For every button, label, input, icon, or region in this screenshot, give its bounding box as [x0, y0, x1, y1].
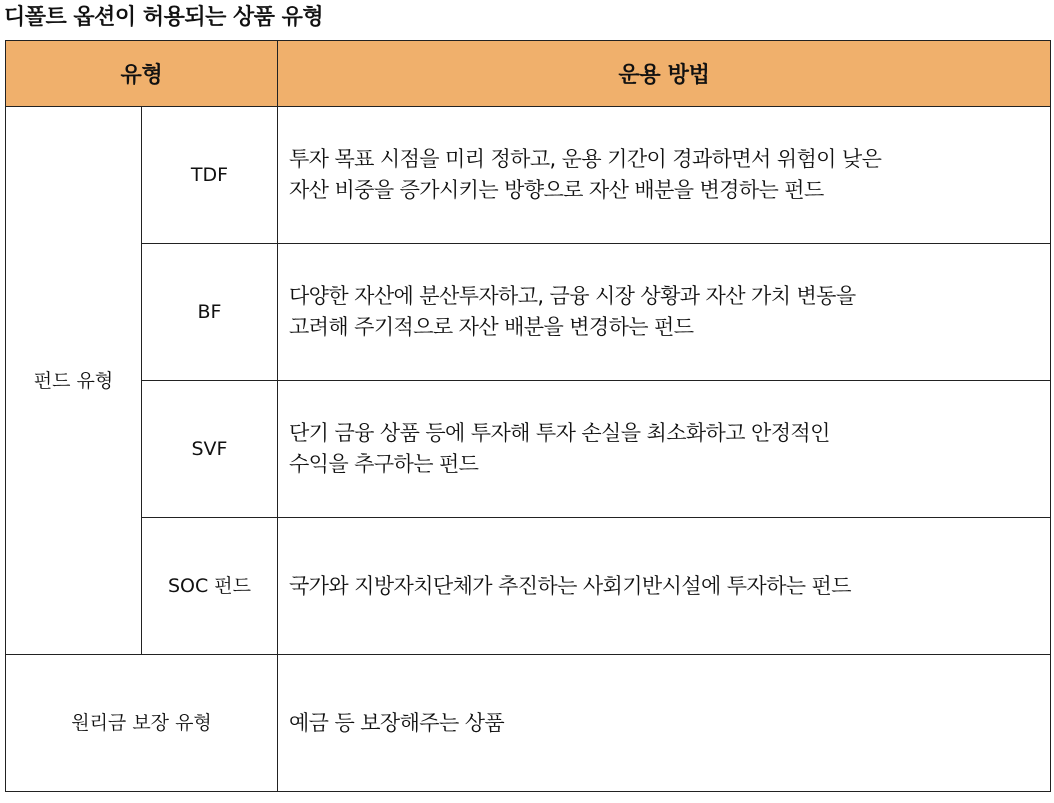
page-title: 디폴트 옵션이 허용되는 상품 유형	[4, 5, 324, 30]
description-line: 국가와 지방자치단체가 추진하는 사회기반시설에 투자하는 펀드	[289, 573, 851, 598]
fund-name-cell: BF	[142, 244, 278, 381]
table-row	[6, 518, 1051, 655]
guarantee-type-category: 원리금 보장 유형	[6, 655, 278, 792]
fund-description-cell	[278, 244, 1051, 381]
description-line: 수익을 추구하는 펀드	[289, 452, 479, 476]
header-method: 운용 방법	[278, 41, 1051, 107]
header-type: 유형	[6, 41, 278, 107]
fund-name-cell: TDF	[142, 107, 278, 244]
fund-type-category: 펀드 유형	[6, 107, 142, 655]
description-line: 다양한 자산에 분산투자하고, 금융 시장 상황과 자산 가치 변동을	[289, 284, 856, 308]
fund-description-cell	[278, 518, 1051, 655]
table-row	[6, 107, 1051, 244]
description-line: 투자 목표 시점을 미리 정하고, 운용 기간이 경과하면서 위험이 낮은	[289, 147, 882, 171]
description-line: 자산 비중을 증가시키는 방향으로 자산 배분을 변경하는 펀드	[289, 178, 824, 202]
fund-name-cell: SOC 펀드	[142, 518, 278, 655]
description-line: 고려해 주기적으로 자산 배분을 변경하는 펀드	[289, 315, 694, 339]
table-header-row	[6, 41, 1051, 107]
description-line: 예금 등 보장해주는 상품	[289, 710, 505, 735]
fund-name-cell: SVF	[142, 381, 278, 518]
table-row	[6, 381, 1051, 518]
description-line: 단기 금융 상품 등에 투자해 투자 손실을 최소화하고 안정적인	[289, 421, 830, 445]
fund-description-cell	[278, 381, 1051, 518]
product-type-table	[5, 40, 1051, 792]
guarantee-description-cell	[278, 655, 1051, 792]
fund-description-cell	[278, 107, 1051, 244]
table-row	[6, 244, 1051, 381]
table-row	[6, 655, 1051, 792]
